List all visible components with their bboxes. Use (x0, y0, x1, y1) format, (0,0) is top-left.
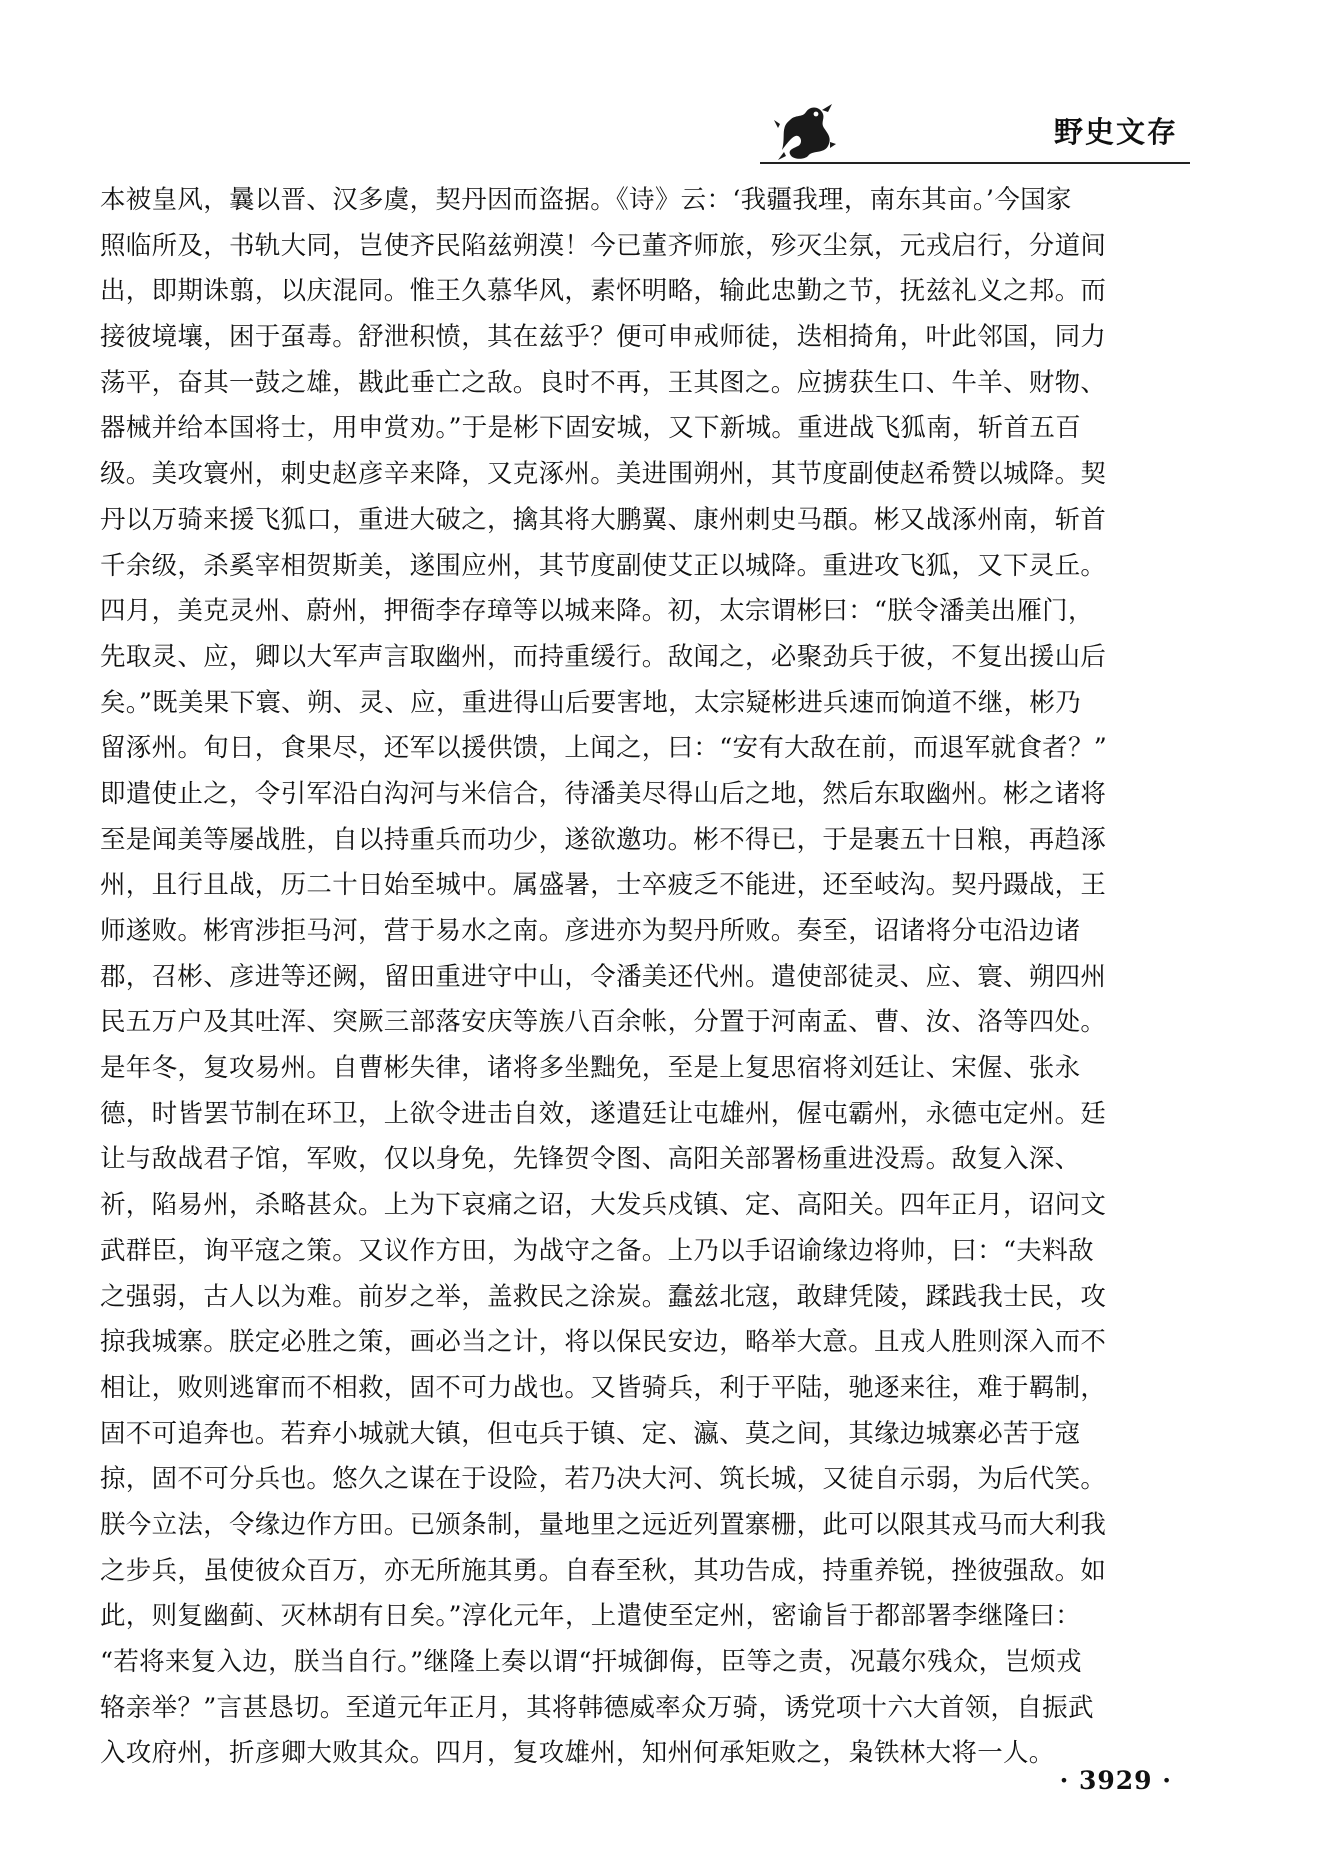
text-line: 师遂败。彬宵涉拒马河，营于易水之南。彦进亦为契丹所败。奏至，诏诸将分屯沿边诸 (100, 916, 1081, 946)
text-line: 民五万户及其吐浑、突厥三部落安庆等族八百余帐，分置于河南孟、曹、汝、洛等四处。 (100, 1007, 1107, 1038)
body-text (100, 178, 1210, 1777)
text-line: 即遣使止之，令引军沿白沟河与米信合，待潘美尽得山后之地，然后东取幽州。彬之诸将 (100, 778, 1107, 809)
text-line: 留涿州。旬日，食果尽，还军以援供馈，上闻之，曰：“安有大敌在前，而退军就食者？” (100, 733, 1108, 764)
dragon-emblem-icon (772, 98, 838, 164)
text-line: 器械并给本国将士，用申赏劝。”于是彬下固安城，又下新城。重进战飞狐南，斩首五百 (100, 413, 1081, 444)
text-line: 此，则复幽蓟、灭林胡有日矣。”淳化元年，上遣使至定州，密谕旨于都部署李继隆曰： (100, 1601, 1081, 1632)
header-rule (760, 162, 1190, 164)
text-line: 至是闻美等屡战胜，自以持重兵而功少，遂欲邀功。彬不得已，于是裹五十日粮，再趋涿 (100, 824, 1107, 855)
header-title: 野史文存 (1053, 115, 1178, 149)
text-line: 四月，美克灵州、蔚州，押衙李存璋等以城来降。初，太宗谓彬曰：“朕令潘美出雁门， (100, 596, 1094, 627)
text-line: 掠我城寨。朕定必胜之策，画必当之计，将以保民安边，略举大意。且戎人胜则深入而不 (100, 1327, 1107, 1358)
text-line: 之强弱，古人以为难。前岁之举，盖救民之涂炭。蠢兹北寇，敢肆凭陵，蹂践我士民，攻 (100, 1281, 1107, 1312)
text-line: 先取灵、应，卿以大军声言取幽州，而持重缓行。敌闻之，必聚劲兵于彼，不复出援山后 (100, 641, 1107, 672)
text-line: 德，时皆罢节制在环卫，上欲令进击自效，遂遣廷让屯雄州，偓屯霸州，永德屯定州。廷 (100, 1098, 1107, 1129)
text-line: 出，即期诛翦，以庆混同。惟王久慕华风，素怀明略，输此忠勤之节，抚兹礼义之邦。而 (100, 276, 1107, 307)
text-line: “若将来复入边，朕当自行。”继隆上奏以谓“扞城御侮，臣等之责，况蕞尔残众，岂烦戎 (100, 1647, 1082, 1677)
page-number: · 3929 · (1059, 1766, 1172, 1795)
text-line: 本被皇风，曩以晋、汉多虞，契丹因而盗据。《诗》云：‘我疆我理，南东其亩。’今国家 (100, 185, 1072, 215)
text-line: 让与敌战君子馆，军败，仅以身免，先锋贺令图、高阳关部署杨重进没焉。敌复入深、 (100, 1144, 1081, 1175)
text-line: 辂亲举？”言甚恳切。至道元年正月，其将韩德威率众万骑，诱党项十六大首领，自振武 (100, 1692, 1094, 1723)
text-line: 州，且行且战，历二十日始至城中。属盛暑，士卒疲乏不能进，还至岐沟。契丹蹑战，王 (100, 870, 1107, 901)
text-line: 郡，召彬、彦进等还阙，留田重进守中山，令潘美还代州。遣使部徒灵、应、寰、朔四州 (100, 961, 1107, 992)
text-line: 荡平，奋其一鼓之雄，戡此垂亡之敌。良时不再，王其图之。应掳获生口、牛羊、财物、 (100, 367, 1107, 398)
text-line: 矣。”既美果下寰、朔、灵、应，重进得山后要害地，太宗疑彬进兵速而饷道不继，彬乃 (100, 687, 1081, 718)
text-line: 照临所及，书轨大同，岂使齐民陷兹朔漠！今已董齐师旅，殄灭尘氛，元戎启行，分道间 (100, 230, 1107, 261)
text-line: 武群臣，询平寇之策。又议作方田，为战守之备。上乃以手诏谕缘边将帅，曰：“夫料敌 (100, 1235, 1094, 1266)
text-line: 相让，败则逃窜而不相救，固不可力战也。又皆骑兵，利于平陆，驰逐来往，难于羁制， (100, 1372, 1107, 1403)
text-line: 丹以万骑来援飞狐口，重进大破之，擒其将大鹏翼、康州刺史马頵。彬又战涿州南，斩首 (100, 504, 1107, 535)
text-line: 朕今立法，令缘边作方田。已颁条制，量地里之远近列置寨栅，此可以限其戎马而大利我 (100, 1509, 1107, 1540)
text-line: 级。美攻寰州，刺史赵彦辛来降，又克涿州。美进围朔州，其节度副使赵希赞以城降。契 (100, 459, 1107, 490)
running-header (760, 92, 1190, 172)
text-line: 入攻府州，折彦卿大败其众。四月，复攻雄州，知州何承矩败之，枭铁林大将一人。 (100, 1738, 1055, 1769)
text-line: 接彼境壤，困于虿毒。舒泄积愤，其在兹乎？便可申戒师徒，迭相掎角，叶此邻国，同力 (100, 322, 1107, 353)
text-line: 固不可追奔也。若弃小城就大镇，但屯兵于镇、定、瀛、莫之间，其缘边城寨必苦于寇 (100, 1418, 1081, 1449)
text-line: 祈，陷易州，杀略甚众。上为下哀痛之诏，大发兵戍镇、定、高阳关。四年正月，诏问文 (100, 1190, 1107, 1221)
text-line: 是年冬，复攻易州。自曹彬失律，诸将多坐黜免，至是上复思宿将刘廷让、宋偓、张永 (100, 1053, 1081, 1084)
text-line: 千余级，杀奚宰相贺斯美，遂围应州，其节度副使艾正以城降。重进攻飞狐，又下灵丘。 (100, 550, 1107, 581)
text-line: 之步兵，虽使彼众百万，亦无所施其勇。自春至秋，其功告成，持重养锐，挫彼强敌。如 (100, 1555, 1107, 1586)
text-line: 掠，固不可分兵也。悠久之谋在于设险，若乃决大河、筑长城，又徒自示弱，为后代笑。 (100, 1464, 1107, 1495)
